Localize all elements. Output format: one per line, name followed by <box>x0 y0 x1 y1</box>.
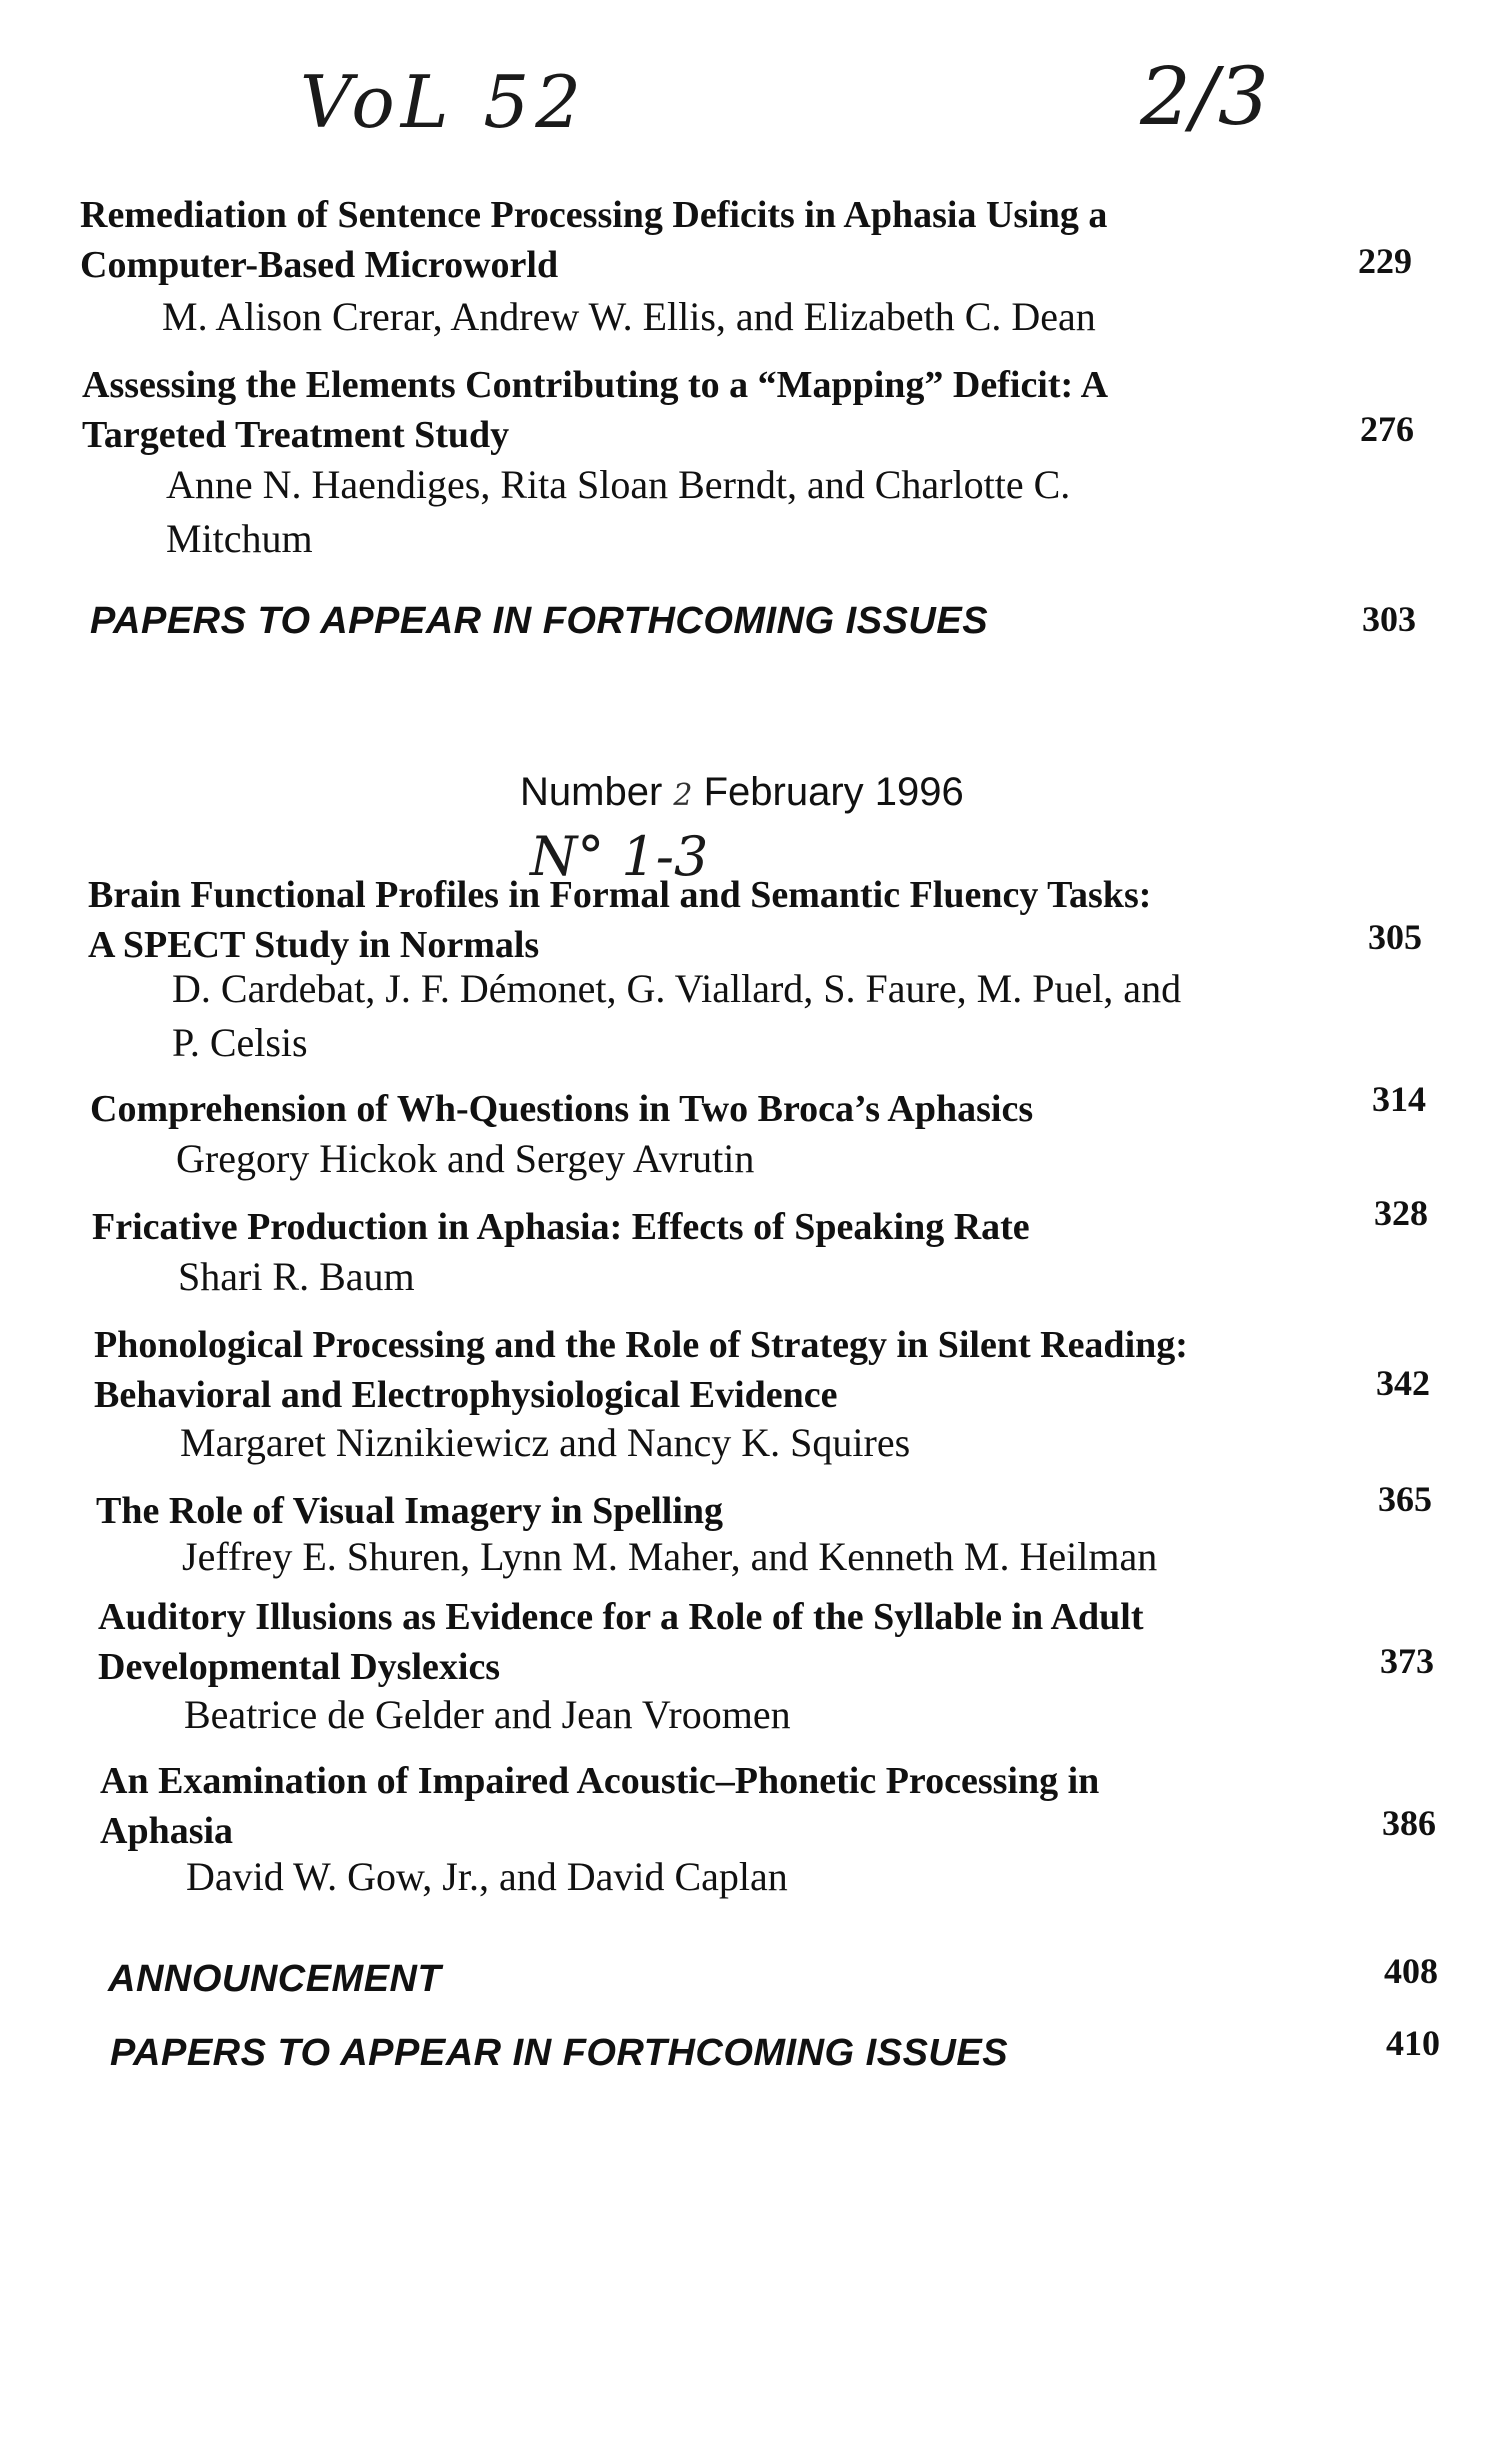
announcement-page: 408 <box>1384 1951 1438 1991</box>
forthcoming-page: 303 <box>1362 599 1416 639</box>
issue-heading: Number 2 February 1996 <box>520 770 964 814</box>
entry-authors: D. Cardebat, J. F. Démonet, G. Viallard, S. Faure, M. Puel, and P. Celsis <box>172 966 1182 1065</box>
handwritten-issue-range: N° 1-3 <box>530 825 709 888</box>
forthcoming-page: 410 <box>1386 2023 1440 2063</box>
entry-authors: Gregory Hickok and Sergey Avrutin <box>176 1136 755 1181</box>
entry-title: Fricative Production in Aphasia: Effects of Speaking Rate <box>92 1206 1030 1248</box>
entry-title: Auditory Illusions as Evidence for a Role of the Syllable in Adult Developmental Dyslexics <box>98 1596 1144 1688</box>
entry-page: 305 <box>1368 917 1422 957</box>
entry-page: 276 <box>1360 409 1414 449</box>
entry-authors: Shari R. Baum <box>178 1254 415 1299</box>
handwritten-fraction: 2/3 <box>1140 50 1269 143</box>
entry-authors: M. Alison Crerar, Andrew W. Ellis, and Elizabeth C. Dean <box>162 294 1096 339</box>
entry-page: 229 <box>1358 241 1412 281</box>
entry-title: Brain Functional Profiles in Formal and Semantic Fluency Tasks: A SPECT Study in Normals <box>88 874 1152 966</box>
entry-title: Phonological Processing and the Role of Strategy in Silent Reading: Behavioral and Electrophysiological Evidence <box>94 1324 1188 1416</box>
entry-title: Assessing the Elements Contributing to a “Mapping” Deficit: A Targeted Treatment Study <box>82 364 1109 456</box>
entry-authors: Jeffrey E. Shuren, Lynn M. Maher, and Kenneth M. Heilman <box>182 1534 1158 1579</box>
handwritten-issue-digit: 2 <box>673 778 693 813</box>
entry-title: Comprehension of Wh-Questions in Two Broca’s Aphasics <box>90 1088 1034 1130</box>
handwritten-volume: VoL 52 <box>300 60 588 144</box>
entry-page: 373 <box>1380 1641 1434 1681</box>
entry-authors: Margaret Niznikiewicz and Nancy K. Squires <box>180 1420 911 1465</box>
entry-page: 365 <box>1378 1479 1432 1519</box>
forthcoming-label: PAPERS TO APPEAR IN FORTHCOMING ISSUES <box>90 600 989 642</box>
entry-authors: David W. Gow, Jr., and David Caplan <box>186 1854 788 1899</box>
entry-title: Remediation of Sentence Processing Deficits in Aphasia Using a Computer-Based Microworld <box>80 194 1108 286</box>
entry-page: 342 <box>1376 1363 1430 1403</box>
entry-page: 328 <box>1374 1193 1428 1233</box>
entry-authors: Beatrice de Gelder and Jean Vroomen <box>184 1692 791 1737</box>
entry-title: The Role of Visual Imagery in Spelling <box>96 1490 724 1532</box>
forthcoming-label: PAPERS TO APPEAR IN FORTHCOMING ISSUES <box>110 2032 1009 2074</box>
entry-page: 314 <box>1372 1079 1426 1119</box>
entry-page: 386 <box>1382 1803 1436 1843</box>
entry-title: An Examination of Impaired Acoustic–Phonetic Processing in Aphasia <box>100 1760 1100 1852</box>
entry-authors: Anne N. Haendiges, Rita Sloan Berndt, and Charlotte C. Mitchum <box>166 462 1071 561</box>
announcement-label: ANNOUNCEMENT <box>108 1958 442 2000</box>
